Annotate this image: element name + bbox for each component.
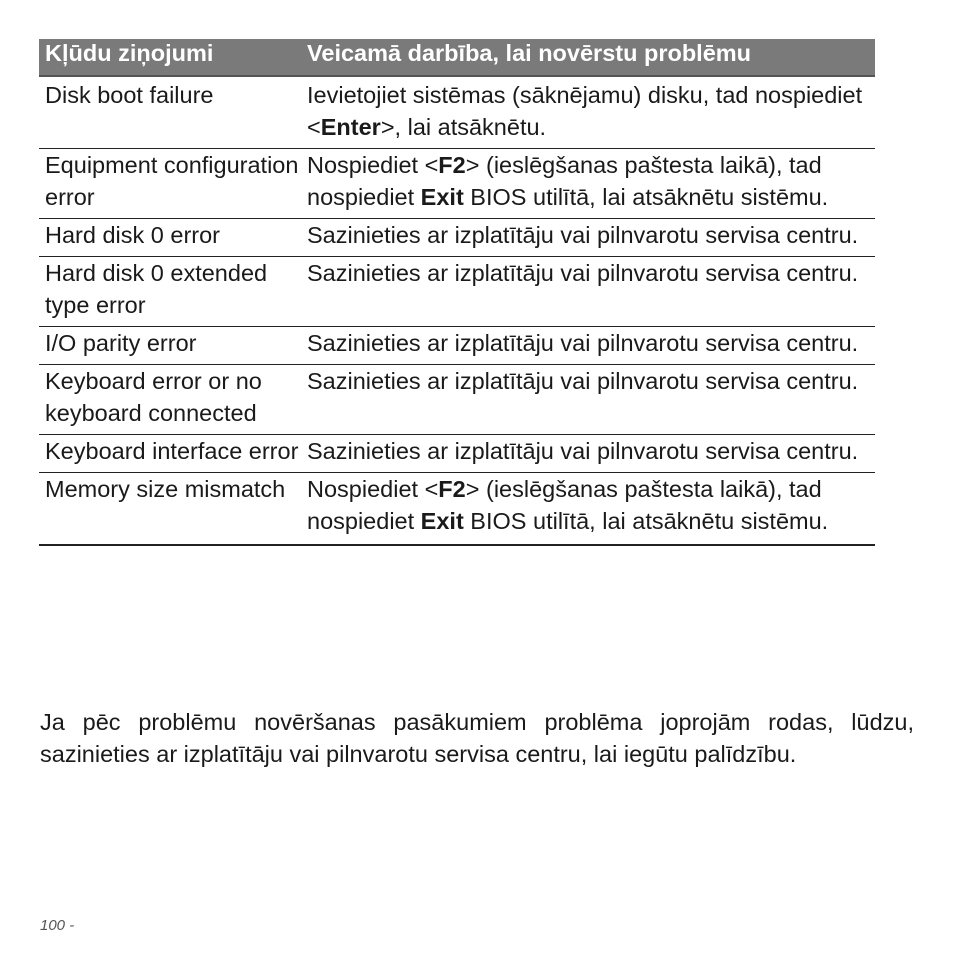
table-row <box>39 327 875 365</box>
error-message-cell: I/O parity error <box>39 327 301 365</box>
action-text: > (ieslēgšanas paštesta laikā), tad nospiediet <box>307 476 822 534</box>
error-message-cell: Hard disk 0 extended type error <box>39 257 301 327</box>
action-text: Nospiediet < <box>307 152 439 178</box>
action-text: > (ieslēgšanas paštesta laikā), tad nospiediet <box>307 152 822 210</box>
action-text: Sazinieties ar izplatītāju vai pilnvarotu servisa centru. <box>307 260 859 286</box>
action-cell <box>301 257 875 327</box>
action-key-term: Enter <box>320 114 381 140</box>
column-header-action: Veicamā darbība, lai novērstu problēmu <box>301 39 875 76</box>
error-message-cell: Memory size mismatch <box>39 473 301 546</box>
table-header-row <box>39 39 875 76</box>
action-cell <box>301 219 875 257</box>
action-key-term: Exit <box>420 184 464 210</box>
error-message-cell: Disk boot failure <box>39 76 301 149</box>
error-message-cell: Keyboard interface error <box>39 435 301 473</box>
action-key-term: F2 <box>438 152 466 178</box>
error-message-cell: Hard disk 0 error <box>39 219 301 257</box>
action-cell <box>301 327 875 365</box>
action-cell <box>301 365 875 435</box>
table-row <box>39 365 875 435</box>
table-row <box>39 473 875 546</box>
error-message-cell: Equipment configuration error <box>39 149 301 219</box>
error-messages-table <box>39 39 875 546</box>
action-cell <box>301 473 875 546</box>
page-number: 100 - <box>40 917 75 934</box>
error-message-cell: Keyboard error or no keyboard connected <box>39 365 301 435</box>
action-cell <box>301 149 875 219</box>
action-text: Sazinieties ar izplatītāju vai pilnvarotu servisa centru. <box>307 438 859 464</box>
action-text: BIOS utilītā, lai atsāknētu sistēmu. <box>463 508 829 534</box>
table-row <box>39 219 875 257</box>
action-key-term: F2 <box>438 476 466 502</box>
action-text: Sazinieties ar izplatītāju vai pilnvarotu servisa centru. <box>307 222 859 248</box>
table-row <box>39 76 875 149</box>
table-row <box>39 257 875 327</box>
action-text: Sazinieties ar izplatītāju vai pilnvarotu servisa centru. <box>307 368 859 394</box>
action-text: Ievietojiet sistēmas (sāknējamu) disku, tad nospiediet < <box>307 82 863 140</box>
action-text: BIOS utilītā, lai atsāknētu sistēmu. <box>463 184 829 210</box>
action-cell <box>301 76 875 149</box>
action-key-term: Exit <box>420 508 464 534</box>
action-text: Nospiediet < <box>307 476 439 502</box>
table-body <box>39 76 875 545</box>
troubleshooting-note: Ja pēc problēmu novēršanas pasākumiem problēma joprojām rodas, lūdzu, sazinieties ar izplatītāju vai pilnvarotu servisa centru, lai iegūtu palīdzību. <box>40 709 914 767</box>
action-cell <box>301 435 875 473</box>
table-row <box>39 149 875 219</box>
action-text: Sazinieties ar izplatītāju vai pilnvarotu servisa centru. <box>307 330 859 356</box>
table-row <box>39 435 875 473</box>
action-text: >, lai atsāknētu. <box>380 114 547 140</box>
column-header-errors: Kļūdu ziņojumi <box>39 39 301 76</box>
